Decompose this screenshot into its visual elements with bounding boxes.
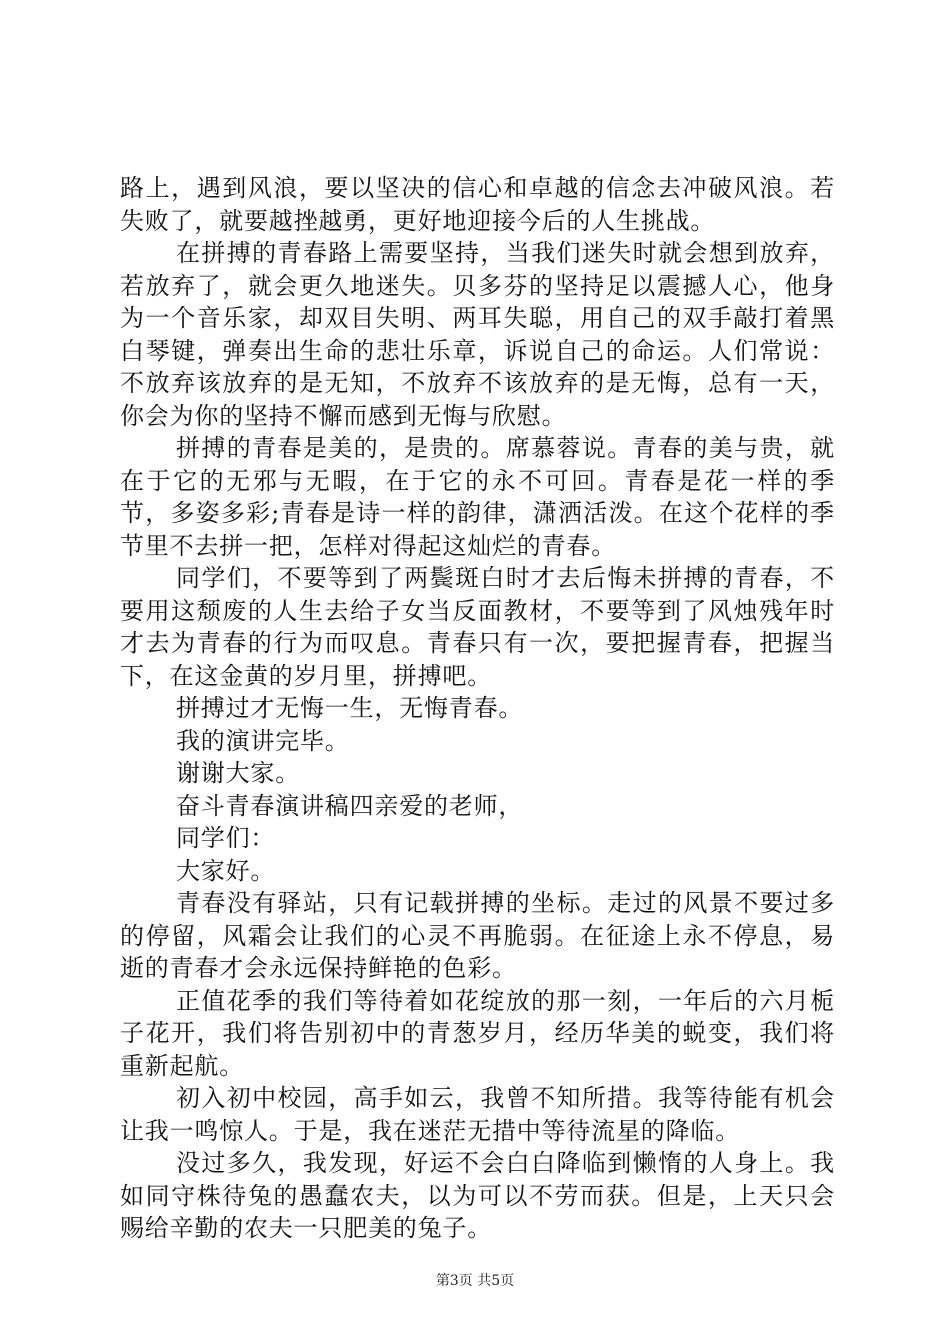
paragraph-1: 路上，遇到风浪，要以坚决的信心和卓越的信念去冲破风浪。若失败了，就要越挫越勇，更好地迎接今后的人生挑战。 bbox=[120, 174, 835, 235]
paragraph-11: 青春没有驿站，只有记载拼搏的坐标。走过的风景不要过多的停留，风霜会让我们的心灵不再脆弱。在征途上永不停息，易逝的青春才会永远保持鲜艳的色彩。 bbox=[120, 889, 835, 982]
paragraph-14: 没过多久，我发现，好运不会白白降临到懒惰的人身上。我如同守株待兔的愚蠢农夫，以为可以不劳而获。但是，上天只会赐给辛勤的农夫一只肥美的兔子。 bbox=[120, 1149, 835, 1242]
paragraph-12: 正值花季的我们等待着如花绽放的那一刻，一年后的六月栀子花开，我们将告别初中的青葱岁月，经历华美的蜕变，我们将重新起航。 bbox=[120, 986, 835, 1080]
paragraph-9: 同学们： bbox=[176, 824, 276, 852]
paragraph-3: 拼搏的青春是美的，是贵的。席慕蓉说。青春的美与贵，就在于它的无邪与无暇，在于它的永不可回。青春是花一样的季节，多姿多彩;青春是诗一样的韵律，潇洒活泼。在这个花样的季节里不去拼一把，怎样对得起这灿烂的青春。 bbox=[120, 434, 835, 560]
paragraph-13: 初入初中校园，高手如云，我曾不知所措。我等待能有机会让我一鸣惊人。于是，我在迷茫无措中等待流星的降临。 bbox=[120, 1084, 835, 1145]
paragraph-4: 同学们，不要等到了两鬓斑白时才去后悔未拼搏的青春，不要用这颓废的人生去给子女当反面教材，不要等到了风烛残年时才去为青春的行为而叹息。青春只有一次，要把握青春，把握当下，在这金黄的岁月里，拼搏吧。 bbox=[120, 564, 835, 690]
paragraph-5: 拼搏过才无悔一生，无悔青春。 bbox=[176, 694, 524, 722]
paragraph-10: 大家好。 bbox=[176, 856, 276, 885]
paragraph-2: 在拼搏的青春路上需要坚持，当我们迷失时就会想到放弃，若放弃了，就会更久地迷失。贝多芬的坚持足以震撼人心，他身为一个音乐家，却双目失明、两耳失聪，用自己的双手敲打着黑白琴键，弹奏出生命的悲壮乐章，诉说自己的命运。人们常说：不放弃该放弃的是无知，不放弃不该放弃的是无悔，总有一天，你会为你的坚持不懈而感到无悔与欣慰。 bbox=[120, 239, 835, 430]
document-body bbox=[120, 172, 835, 1245]
page-number-footer: 第3页 共5页 bbox=[435, 1273, 515, 1289]
paragraph-7: 谢谢大家。 bbox=[176, 759, 300, 787]
paragraph-6: 我的演讲完毕。 bbox=[176, 726, 350, 755]
paragraph-8: 奋斗青春演讲稿四亲爱的老师， bbox=[176, 791, 524, 820]
